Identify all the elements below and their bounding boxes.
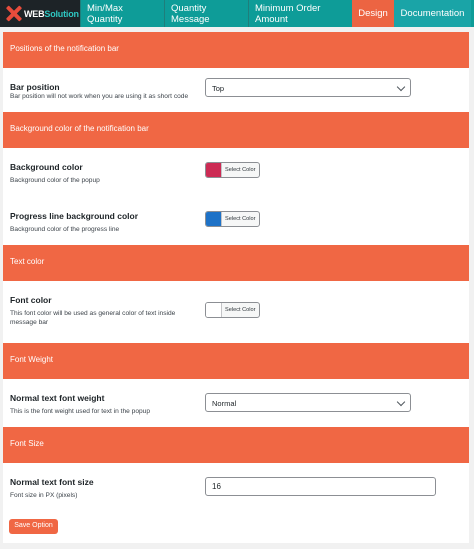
font-weight-row bbox=[3, 379, 469, 427]
progress-color-description: Background color of the progress line bbox=[10, 226, 120, 233]
background-color-rows bbox=[3, 148, 469, 245]
bar-position-value: Top bbox=[212, 84, 225, 93]
select-color-label: Select Color bbox=[225, 167, 256, 173]
font-size-description: Font size in PX (pixels) bbox=[10, 492, 78, 499]
background-color-label: Background color bbox=[10, 162, 83, 172]
font-weight-value: Normal bbox=[212, 399, 237, 408]
background-color-swatch bbox=[206, 163, 222, 177]
font-size-row bbox=[3, 463, 469, 543]
bar-position-select[interactable] bbox=[205, 78, 411, 97]
section-header-text-color: Text color bbox=[3, 245, 469, 281]
font-weight-description: This is the font weight used for text in the popup bbox=[10, 408, 151, 415]
font-size-input[interactable]: 16 bbox=[205, 477, 436, 496]
font-color-row bbox=[3, 281, 469, 343]
top-navigation bbox=[0, 0, 474, 27]
tab-quantity-message[interactable]: Quantity Message bbox=[164, 0, 248, 27]
font-color-picker[interactable] bbox=[205, 302, 260, 318]
bar-position-row bbox=[3, 68, 469, 112]
font-weight-select[interactable] bbox=[205, 393, 411, 412]
logo-text-prefix: WEB bbox=[24, 8, 45, 19]
section-header-background-color: Background color of the notification bar bbox=[3, 112, 469, 148]
background-color-picker[interactable] bbox=[205, 162, 260, 178]
section-header-font-weight: Font Weight bbox=[3, 343, 469, 379]
select-color-label: Select Color bbox=[225, 307, 256, 313]
background-color-description: Background color of the popup bbox=[10, 177, 100, 184]
font-weight-label: Normal text font weight bbox=[10, 393, 105, 403]
progress-color-picker[interactable] bbox=[205, 211, 260, 227]
bar-position-description: Bar position will not work when you are using it as short code bbox=[10, 93, 189, 100]
tab-documentation[interactable]: Documentation bbox=[394, 0, 471, 27]
chevron-down-icon bbox=[397, 398, 405, 406]
font-size-label: Normal text font size bbox=[10, 477, 94, 487]
progress-color-label: Progress line background color bbox=[10, 211, 139, 221]
save-option-button[interactable]: Save Option bbox=[9, 519, 58, 534]
tab-min-max-quantity[interactable]: Min/Max Quantity bbox=[80, 0, 164, 27]
progress-color-swatch bbox=[206, 212, 222, 226]
bar-position-label: Bar position bbox=[10, 82, 60, 92]
font-color-swatch bbox=[206, 303, 222, 317]
tab-design[interactable]: Design bbox=[352, 0, 394, 27]
logo-text bbox=[24, 9, 79, 19]
logo-x-icon bbox=[5, 5, 22, 22]
section-header-font-size: Font Size bbox=[3, 427, 469, 463]
logo-text-suffix: Solution bbox=[44, 8, 79, 19]
select-color-label: Select Color bbox=[225, 216, 256, 222]
brand-logo bbox=[0, 0, 80, 27]
font-color-description: This font color will be used as general color of text inside message bar bbox=[10, 310, 176, 326]
tab-minimum-order-amount[interactable]: Minimum Order Amount bbox=[248, 0, 350, 27]
chevron-down-icon bbox=[397, 83, 405, 91]
section-header-position: Positions of the notification bar bbox=[3, 32, 469, 68]
font-color-label: Font color bbox=[10, 295, 52, 305]
